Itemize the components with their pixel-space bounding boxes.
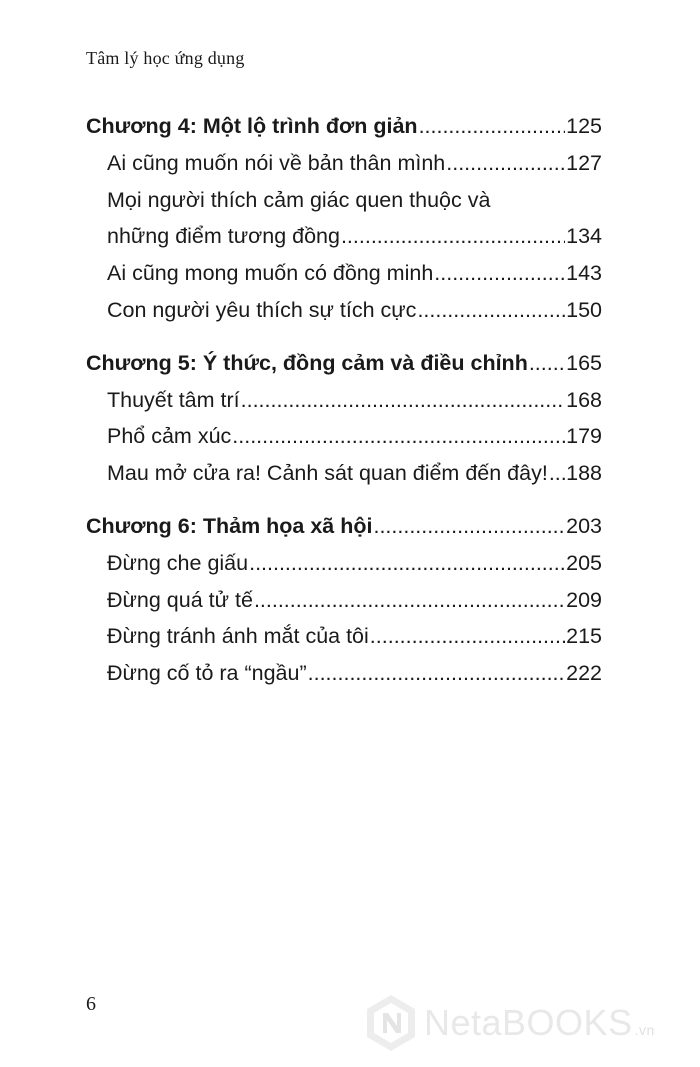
section-page: 134	[566, 224, 602, 249]
dot-leader	[254, 582, 565, 619]
watermark-tld: .vn	[634, 1022, 655, 1038]
toc-chapter-heading	[86, 345, 602, 382]
toc-section	[86, 145, 602, 182]
toc-chapter-6	[86, 508, 602, 692]
section-page: 215	[566, 624, 602, 649]
section-title-line1: Mọi người thích cảm giác quen thuộc và	[107, 187, 491, 212]
section-title: những điểm tương đồng	[107, 224, 340, 249]
section-title: Đừng tránh ánh mắt của tôi	[107, 624, 369, 649]
toc-section	[86, 255, 602, 292]
toc-section	[86, 382, 602, 419]
toc-section	[86, 618, 602, 655]
section-page: 205	[566, 550, 602, 575]
toc-section	[86, 292, 602, 329]
table-of-contents	[86, 108, 602, 708]
toc-chapter-heading	[86, 108, 602, 145]
toc-section	[86, 455, 602, 492]
chapter-title: Chương 4: Một lộ trình đơn giản	[86, 114, 418, 138]
running-header: Tâm lý học ứng dụng	[86, 48, 245, 68]
section-page: 127	[566, 150, 602, 175]
dot-leader	[373, 508, 565, 545]
dot-leader	[549, 455, 565, 492]
section-page: 188	[566, 461, 602, 486]
toc-section	[86, 218, 602, 255]
dot-leader	[370, 618, 565, 655]
section-title: Đừng cố tỏ ra “ngầu”	[107, 661, 307, 686]
dot-leader	[308, 655, 565, 692]
dot-leader	[249, 545, 565, 582]
section-title: Phổ cảm xúc	[107, 424, 232, 449]
netabooks-logo-icon	[364, 993, 418, 1053]
section-page: 209	[566, 587, 602, 612]
dot-leader	[341, 218, 565, 255]
section-title: Ai cũng mong muốn có đồng minh	[107, 261, 434, 286]
dot-leader	[434, 255, 565, 292]
chapter-page: 165	[566, 350, 602, 375]
toc-chapter-heading	[86, 508, 602, 545]
section-title: Con người yêu thích sự tích cực	[107, 297, 417, 322]
toc-section	[86, 545, 602, 582]
toc-chapter-4	[86, 108, 602, 329]
section-title: Ai cũng muốn nói về bản thân mình	[107, 150, 446, 175]
dot-leader	[419, 108, 566, 145]
section-page: 150	[566, 297, 602, 322]
section-page: 143	[566, 261, 602, 286]
page-number: 6	[86, 993, 96, 1015]
dot-leader	[417, 292, 565, 329]
section-page: 168	[566, 387, 602, 412]
chapter-title: Chương 6: Thảm họa xã hội	[86, 513, 373, 538]
toc-section	[86, 655, 602, 692]
dot-leader	[241, 382, 566, 419]
chapter-page: 125	[566, 114, 602, 138]
section-title: Mau mở cửa ra! Cảnh sát quan điểm đến đây!	[107, 461, 548, 486]
section-title: Đừng che giấu	[107, 550, 249, 575]
dot-leader	[529, 345, 565, 382]
section-page: 222	[566, 661, 602, 686]
watermark-brand: NetaBOOKS	[424, 1002, 633, 1043]
toc-chapter-5	[86, 345, 602, 492]
toc-section	[86, 582, 602, 619]
chapter-title: Chương 5: Ý thức, đồng cảm và điều chỉnh	[86, 350, 528, 375]
toc-section	[86, 418, 602, 455]
dot-leader	[446, 145, 565, 182]
section-page: 179	[566, 424, 602, 449]
watermark-text	[424, 1002, 655, 1044]
chapter-page: 203	[566, 513, 602, 538]
dot-leader	[232, 418, 565, 455]
section-title: Thuyết tâm trí	[107, 387, 240, 412]
section-title: Đừng quá tử tế	[107, 587, 253, 612]
watermark	[364, 993, 655, 1053]
